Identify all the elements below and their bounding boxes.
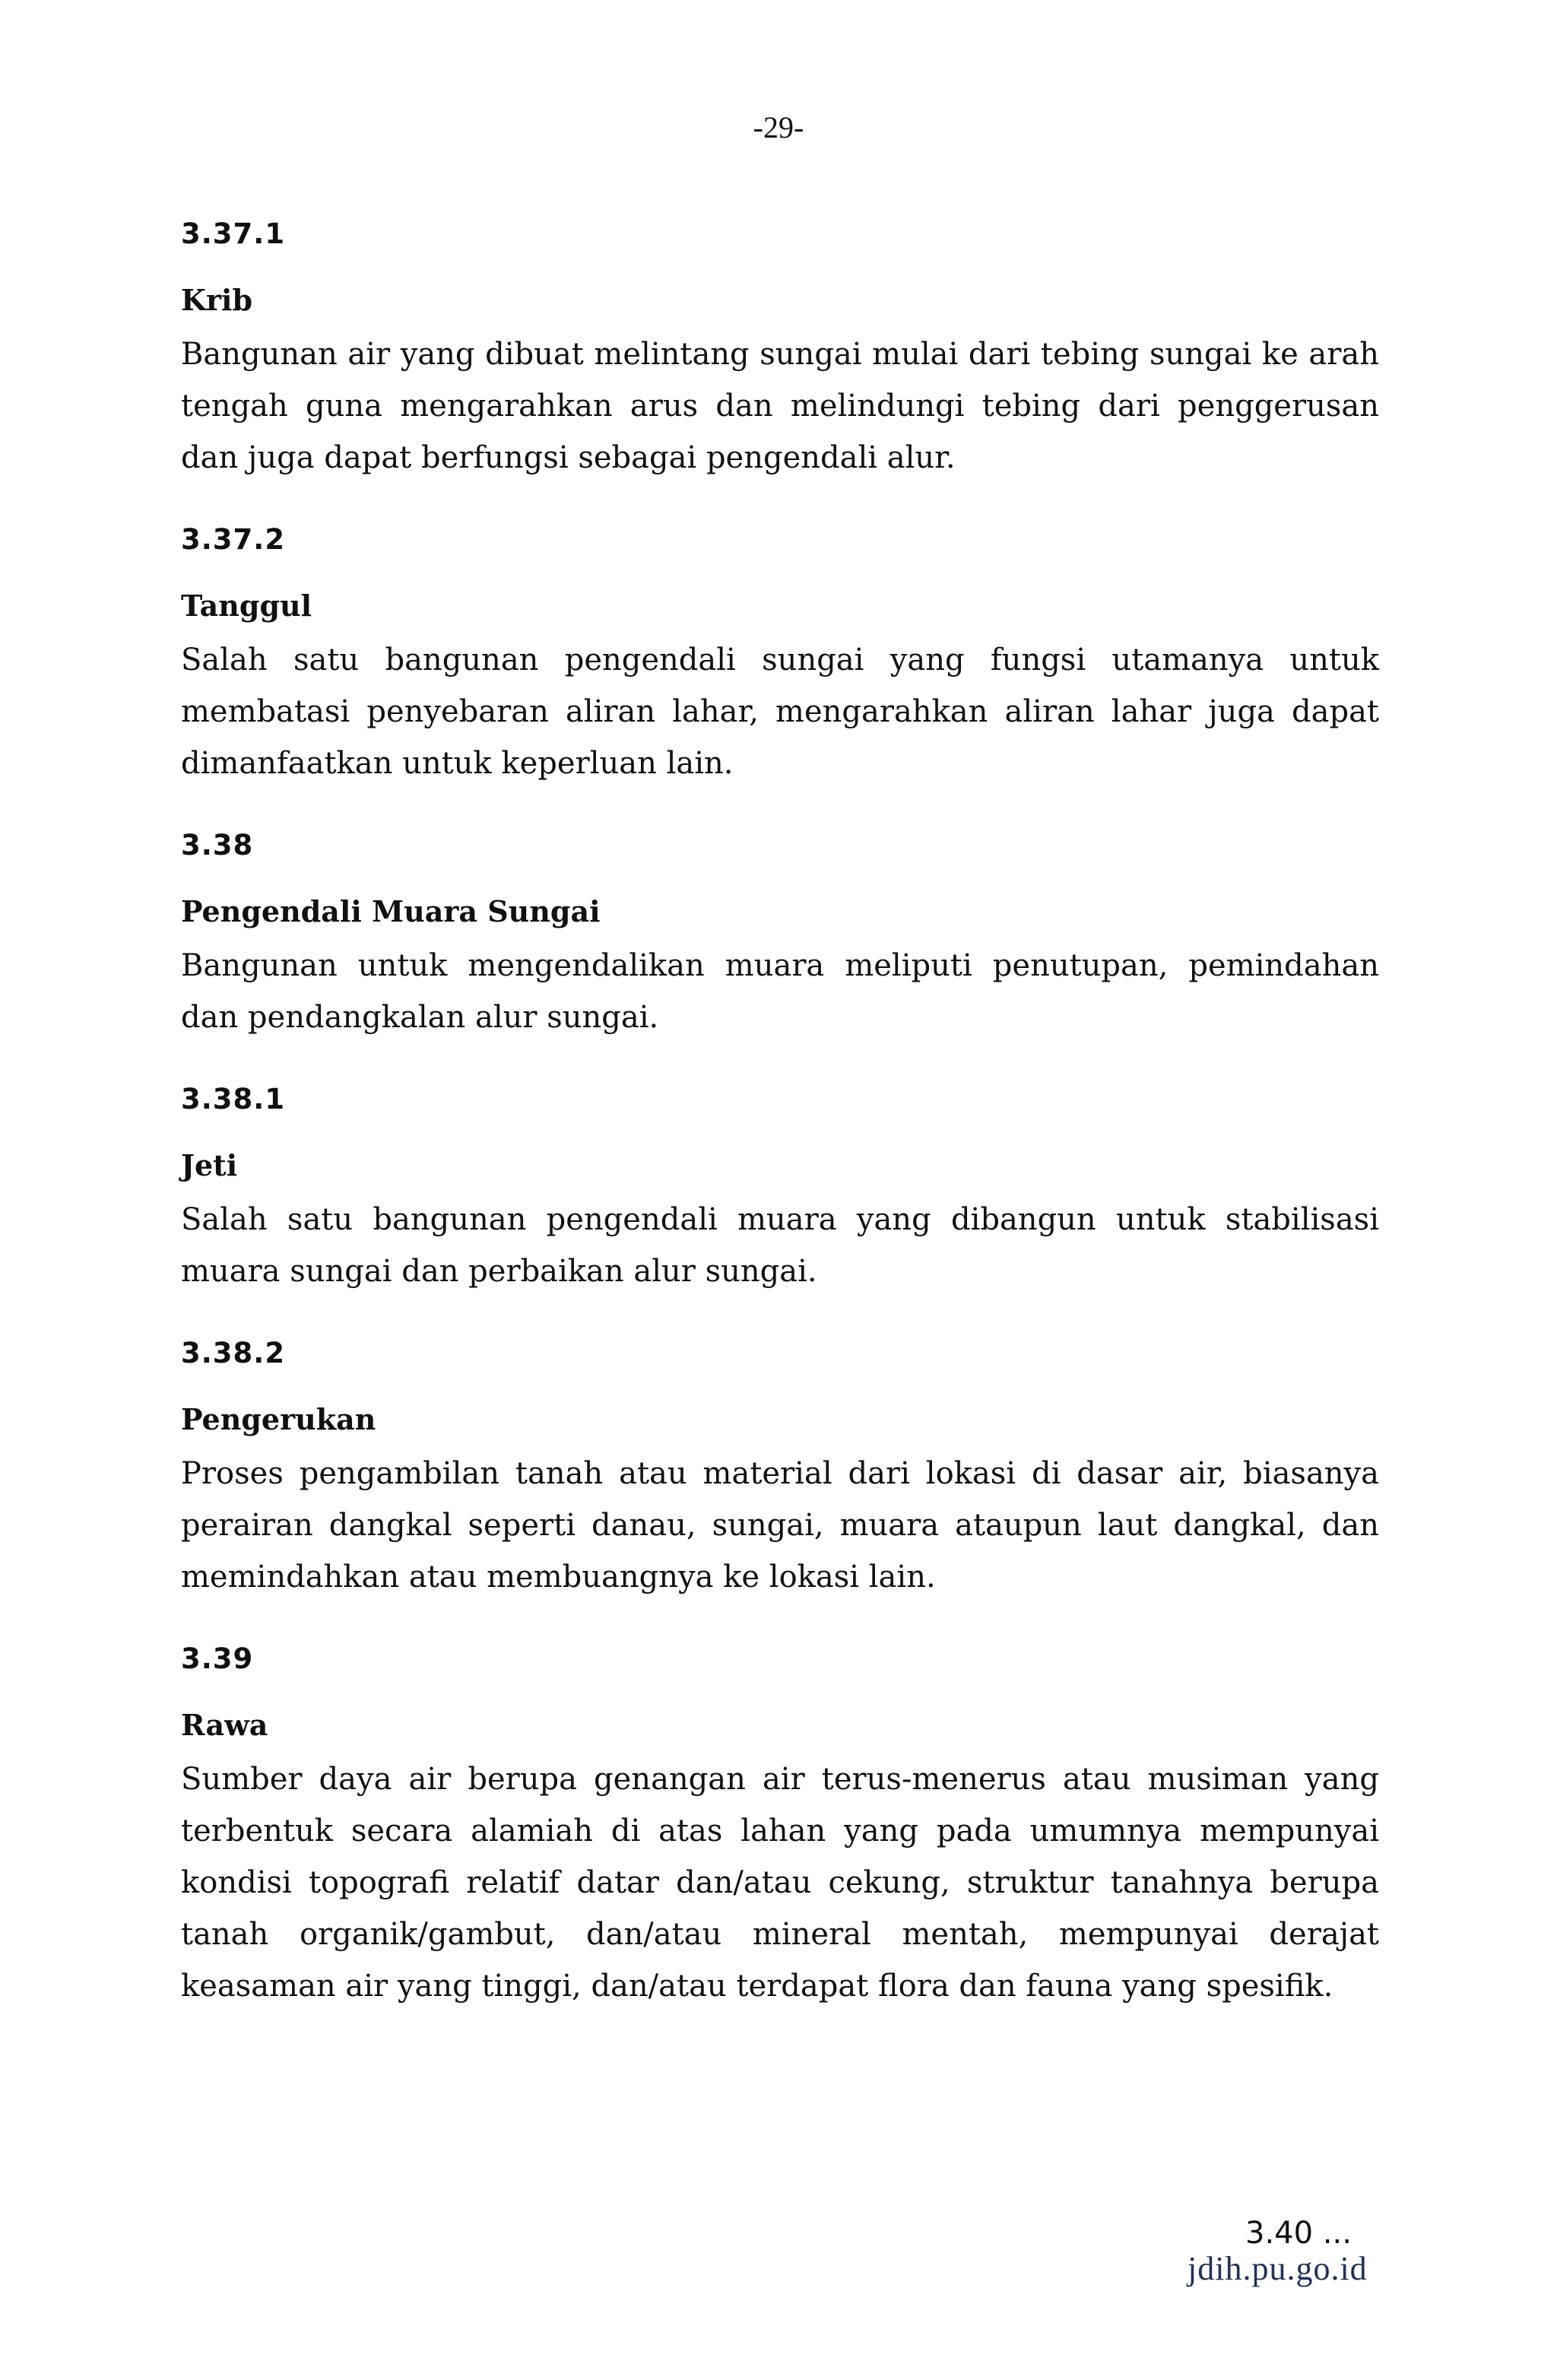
term-definition: Salah satu bangunan pengendali sungai yang fungsi utamanya untuk membatasi penyebaran aliran lahar, mengarahkan aliran lahar juga dapat dimanfaatkan untuk keperluan lain.	[181, 643, 1379, 781]
term-number: 3.37.1	[181, 217, 286, 250]
term-definition: Bangunan air yang dibuat melintang sungai mulai dari tebing sungai ke arah tengah guna mengarahkan arus dan melindungi tebing dari penggerusan dan juga dapat berfungsi sebagai pengendali alur.	[181, 337, 1379, 475]
term-title: Jeti	[181, 1148, 238, 1182]
term-number: 3.38.1	[181, 1083, 286, 1115]
term-number: 3.37.2	[181, 523, 286, 556]
term-number: 3.38.2	[181, 1337, 286, 1369]
term-title: Tanggul	[181, 589, 312, 623]
term-title: Rawa	[181, 1708, 268, 1742]
term-title: Pengerukan	[181, 1402, 376, 1436]
term-definition: Proses pengambilan tanah atau material dari lokasi di dasar air, biasanya perairan dangkal seperti danau, sungai, muara ataupun laut dangkal, dan memindahkan atau membuangnya ke lokasi lain.	[181, 1456, 1379, 1595]
continuation-reference: 3.40 ...	[1245, 2216, 1352, 2251]
term-title: Krib	[181, 283, 253, 317]
watermark-url: jdih.pu.go.id	[1188, 2250, 1368, 2287]
term-title: Pengendali Muara Sungai	[181, 894, 601, 928]
page-number: -29-	[753, 110, 804, 144]
term-definition: Sumber daya air berupa genangan air terus-menerus atau musiman yang terbentuk secara alamiah di atas lahan yang pada umumnya mempunyai kondisi topografi relatif datar dan/atau cekung, struktur tanahnya berupa tanah organik/gambut, dan/atau mineral mentah, mempunyai derajat keasaman air yang tinggi, dan/atau terdapat flora dan fauna yang spesifik.	[181, 1762, 1379, 2004]
term-definition: Salah satu bangunan pengendali muara yang dibangun untuk stabilisasi muara sungai dan perbaikan alur sungai.	[181, 1202, 1379, 1289]
term-number: 3.39	[181, 1642, 254, 1675]
term-number: 3.38	[181, 829, 254, 862]
term-definition: Bangunan untuk mengendalikan muara meliputi penutupan, pemindahan dan pendangkalan alur sungai.	[181, 948, 1379, 1035]
